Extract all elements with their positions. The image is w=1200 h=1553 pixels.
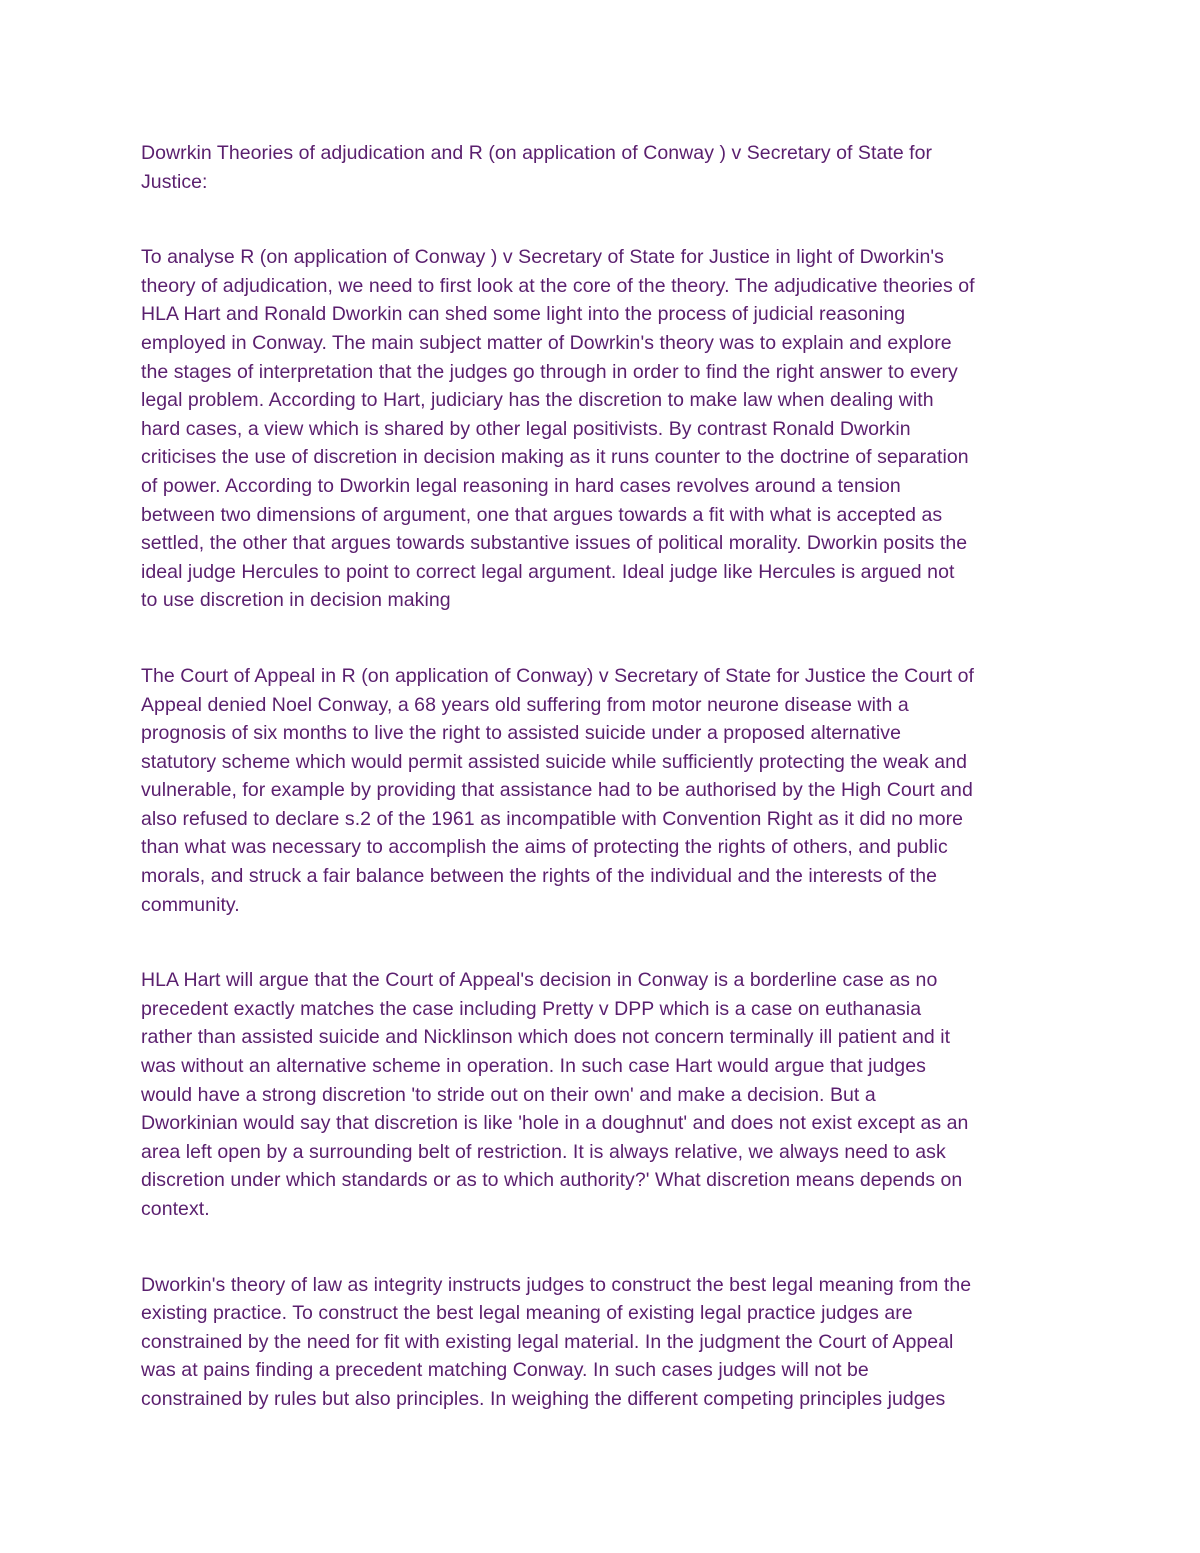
- paragraph-spacer: [141, 196, 1071, 243]
- paragraph-line: settled, the other that argues towards substantive issues of political morality. Dworkin posits the: [141, 532, 968, 555]
- paragraph-line: theory of adjudication, we need to first look at the core of the theory. The adjudicative theories of: [141, 274, 975, 297]
- paragraph-1: [141, 243, 1071, 615]
- document-body: [141, 139, 1071, 1414]
- paragraph-line: employed in Conway. The main subject matter of Dowrkin's theory was to explain and explore: [141, 331, 952, 354]
- title-line: Dowrkin Theories of adjudication and R (on application of Conway ) v Secretary of State for: [141, 142, 933, 164]
- paragraph-line: ideal judge Hercules to point to correct legal argument. Ideal judge like Hercules is argued not: [141, 560, 955, 583]
- paragraph-line: between two dimensions of argument, one that argues towards a fit with what is accepted as: [141, 503, 943, 526]
- paragraph-2: [141, 662, 1071, 919]
- paragraph-line: criticises the use of discretion in decision making as it runs counter to the doctrine of separation: [141, 446, 969, 469]
- paragraph-line: would have a strong discretion 'to stride out on their own' and make a decision. But a: [141, 1083, 876, 1106]
- paragraph-line: statutory scheme which would permit assisted suicide while sufficiently protecting the weak and: [141, 750, 967, 773]
- paragraph-line: Dworkinian would say that discretion is like 'hole in a doughnut' and does not exist except as an: [141, 1112, 969, 1135]
- paragraph-line: also refused to declare s.2 of the 1961 as incompatible with Convention Right as it did no more: [141, 807, 964, 830]
- paragraph-line: the stages of interpretation that the judges go through in order to find the right answer to every: [141, 360, 958, 383]
- paragraph-line: context.: [141, 1198, 210, 1220]
- paragraph-line: To analyse R (on application of Conway ) v Secretary of State for Justice in light of Dworkin's: [141, 246, 944, 269]
- paragraph-line: was without an alternative scheme in operation. In such case Hart would argue that judges: [141, 1055, 926, 1078]
- paragraph-spacer: [141, 1224, 1071, 1271]
- paragraph-4: [141, 1271, 1071, 1414]
- document-title: [141, 139, 1071, 196]
- paragraph-line: hard cases, a view which is shared by other legal positivists. By contrast Ronald Dworkin: [141, 417, 911, 440]
- paragraph-spacer: [141, 919, 1071, 966]
- paragraph-line: area left open by a surrounding belt of restriction. It is always relative, we always need to ask: [141, 1140, 946, 1163]
- paragraph-line: legal problem. According to Hart, judiciary has the discretion to make law when dealing with: [141, 389, 934, 412]
- paragraph-line: community.: [141, 893, 240, 916]
- paragraph-line: prognosis of six months to live the right to assisted suicide under a proposed alternative: [141, 722, 902, 745]
- paragraph-line: morals, and struck a fair balance between the rights of the individual and the interests of the: [141, 865, 938, 888]
- paragraph-line: was at pains finding a precedent matching Conway. In such cases judges will not be: [141, 1359, 869, 1382]
- paragraph-line: HLA Hart and Ronald Dworkin can shed some light into the process of judicial reasoning: [141, 303, 906, 326]
- paragraph-spacer: [141, 615, 1071, 662]
- paragraph-line: vulnerable, for example by providing that assistance had to be authorised by the High Court and: [141, 779, 973, 802]
- title-line: Justice:: [141, 170, 208, 193]
- paragraph-3: [141, 966, 1071, 1223]
- paragraph-line: HLA Hart will argue that the Court of Appeal's decision in Conway is a borderline case as no: [141, 969, 938, 992]
- paragraph-line: to use discretion in decision making: [141, 589, 451, 612]
- paragraph-line: rather than assisted suicide and Nicklinson which does not concern terminally ill patient and it: [141, 1026, 951, 1049]
- paragraph-line: of power. According to Dworkin legal reasoning in hard cases revolves around a tension: [141, 474, 901, 497]
- paragraph-line: constrained by the need for fit with existing legal material. In the judgment the Court of Appeal: [141, 1330, 954, 1353]
- paragraph-line: Dworkin's theory of law as integrity instructs judges to construct the best legal meaning from the: [141, 1273, 972, 1296]
- paragraph-line: discretion under which standards or as to which authority?' What discretion means depends on: [141, 1169, 963, 1192]
- paragraph-line: constrained by rules but also principles. In weighing the different competing principles judges: [141, 1387, 946, 1410]
- paragraph-line: The Court of Appeal in R (on application of Conway) v Secretary of State for Justice the Court of: [141, 664, 974, 687]
- paragraph-line: precedent exactly matches the case including Pretty v DPP which is a case on euthanasia: [141, 997, 922, 1020]
- paragraph-line: Appeal denied Noel Conway, a 68 years old suffering from motor neurone disease with a: [141, 693, 909, 716]
- paragraph-line: existing practice. To construct the best legal meaning of existing legal practice judges are: [141, 1302, 913, 1325]
- paragraph-line: than what was necessary to accomplish the aims of protecting the rights of others, and public: [141, 836, 948, 859]
